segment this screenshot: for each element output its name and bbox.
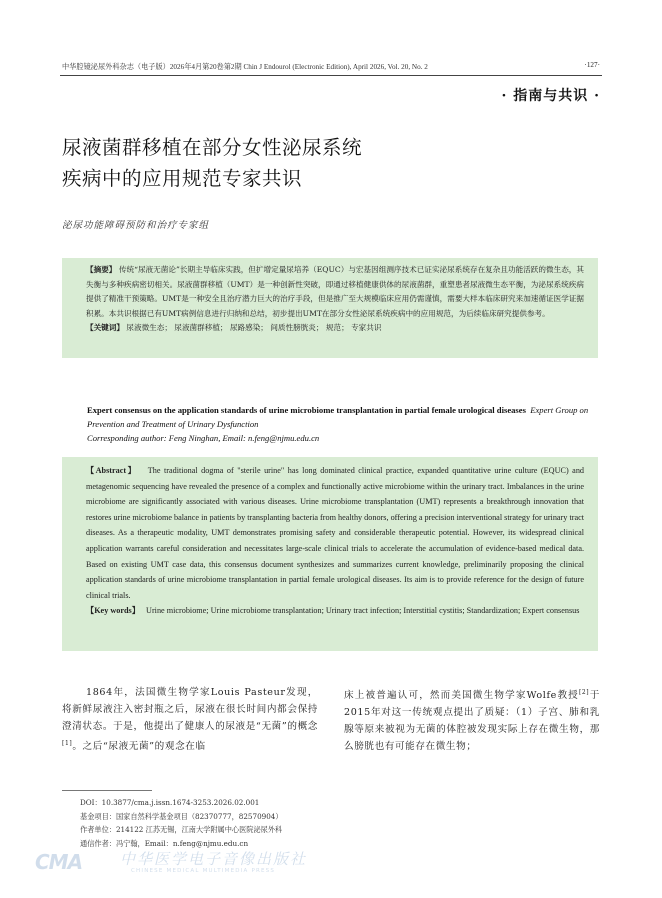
chinese-keywords: [62, 321, 598, 336]
fund-info: 基金项目：国家自然科学基金项目（82370777，82570904）: [80, 811, 283, 821]
author-group: 泌尿功能障碍预防和治疗专家组: [62, 220, 210, 231]
keywords-text-cn: 尿液微生态； 尿液菌群移植； 尿路感染； 间质性膀胱炎； 规范； 专家共识: [126, 323, 382, 333]
english-title: Expert consensus on the application standards of urine microbiome transplantation in partial female urological diseases: [87, 405, 526, 415]
abstract-label-en: 【Abstract】: [86, 466, 138, 475]
title-line-2: 疾病中的应用规范专家共识: [62, 167, 303, 190]
english-title-block: [87, 403, 599, 445]
affiliation: 作者单位：214122 江苏无锡，江南大学附属中心医院泌尿外科: [80, 825, 283, 835]
body-paragraph-cont: 床上被普遍认可，然而美国微生物学家Wolfe教授[2]于2015年对这一传统观点提出了质疑：（1）子宫、肺和乳腺等原来被视为无菌的体腔被发现实际上存在微生物，那么膀胱也有可能存在微生物；: [344, 689, 600, 753]
keywords-label-cn: 【关键词】: [86, 323, 124, 333]
english-abstract-box: [62, 457, 598, 651]
keywords-label-en: 【Key words】: [86, 606, 140, 616]
article-title: [62, 132, 362, 194]
watermark-en: CHINESE MEDICAL MULTIMEDIA PRESS: [131, 868, 276, 874]
citation-ref: [2]: [578, 689, 590, 696]
publisher-watermark: [35, 846, 308, 886]
keywords-text-en: Urine microbiome; Urine microbiome transplantation; Urinary tract infection; Interstitial cystitis; Standardization; Expert consensus: [146, 606, 580, 616]
doi: DOI：10.3877/cma.j.issn.1674-3253.2026.02.001: [80, 798, 260, 807]
english-keywords: [62, 603, 598, 619]
footnotes: [80, 796, 283, 850]
body-paragraph: 1864年，法国微生物学家Louis Pasteur发现，将新鲜尿液注入密封瓶之后，尿液在很长时间内都会保持澄清状态。于是，他提出了健康人的尿液是“无菌”的概念[1]。之后“尿液无菌”的观念在临: [62, 687, 318, 753]
body-column-left: [62, 684, 318, 755]
footnote-rule: [62, 790, 152, 791]
chinese-abstract-box: [62, 258, 598, 358]
english-author-group: Expert Group on Prevention and Treatment of Urinary Dysfunction: [87, 405, 589, 429]
page-number: ·127·: [584, 61, 600, 69]
journal-header: 中华腔镜泌尿外科杂志（电子版）2026年4月第20卷第2期 Chin J Endourol (Electronic Edition), April 2026, Vol. 20, No. 2: [62, 63, 428, 71]
cma-logo: CMA: [35, 850, 83, 874]
abstract-label-cn: 【摘要】: [86, 265, 117, 274]
watermark-cn: 中华医学电子音像出版社: [120, 850, 308, 868]
title-line-1: 尿液菌群移植在部分女性泌尿系统: [62, 136, 363, 159]
english-abstract: [62, 463, 598, 603]
chinese-abstract: [62, 263, 598, 321]
section-label: · 指南与共识 ·: [501, 88, 600, 104]
abstract-text-cn: 传统“尿液无菌论”长期主导临床实践，但扩增定量尿培养（EQUC）与宏基因组测序技术已证实泌尿系统存在复杂且功能活跃的微生态，其失衡与多种疾病密切相关。尿液菌群移植（UMT）是一种创新性突破，即通过移植健康供体的尿液菌群，重塑患者尿液微生态平衡，为泌尿系统疾病提供了精准干预策略。UMT是一种安全且治疗潜力巨大的治疗手段，但是推广至大规模临床应用仍需谨慎，需要大样本临床研究来加速循证医学证据积累。本共识根据已有UMT病例信息进行归纳和总结，初步提出UMT在部分女性泌尿系统疾病中的应用规范，为后续临床研究提供参考。: [86, 265, 585, 318]
body-column-right: [344, 684, 600, 755]
corresponding-author-en: Corresponding author: Feng Ninghan, Email: n.feng@njmu.edu.cn: [87, 433, 320, 443]
corresponding-author-cn: 通信作者：冯宁翰，Email：n.feng@njmu.edu.cn: [80, 838, 249, 848]
abstract-text-en: The traditional dogma of "sterile urine" has long dominated clinical practice, expanded quantitative urine culture (EQUC) and metagenomic sequencing have revealed the presence of a complex and functionally active microbiome within the urinary tract. Imbalances in the urine microbiome are significantly associated with various diseases. Urine microbiome transplantation (UMT) represents a breakthrough innovation that restores urine microbiome balance in patients by transplanting bacteria from healthy donors, offering a precision interventional strategy for urinary tract diseases. As a therapeutic modality, UMT demonstrates promising safety and considerable therapeutic potential. However, its widespread clinical application warrants careful consideration and necessitates large-scale clinical trials to accelerate the accumulation of evidence-based medical data. Based on existing UMT case data, this consensus document synthesizes and summarizes current knowledge, preliminarily proposing the clinical application standards of urine microbiome transplantation in partial female urological diseases. Its aim is to provide reference for the design of future clinical trials.: [86, 466, 585, 600]
header-rule: [60, 75, 602, 76]
citation-ref: [1]: [62, 740, 73, 747]
